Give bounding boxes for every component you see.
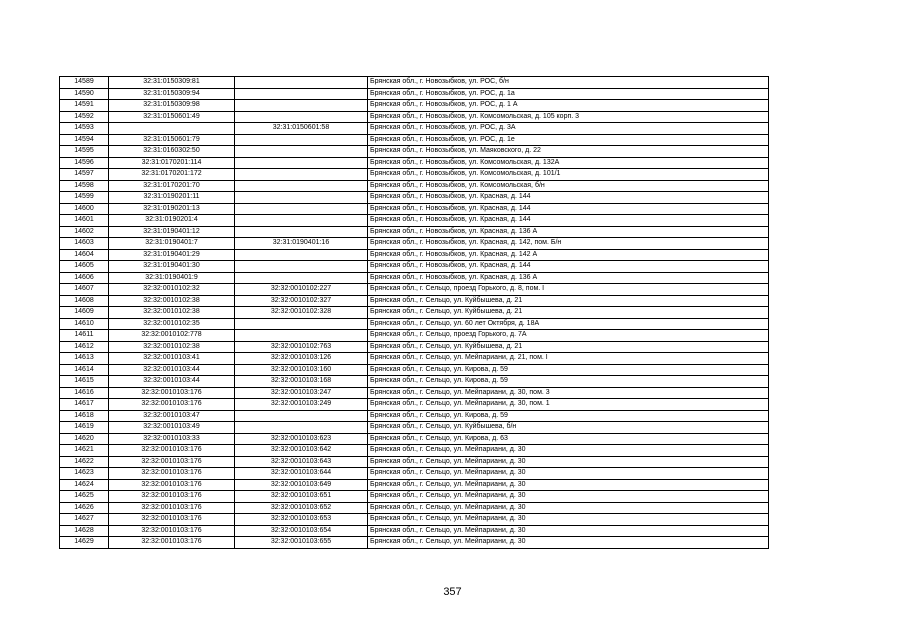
property-table <box>59 76 769 549</box>
cadastral-number-cell: 32:32:0010102:778 <box>109 330 235 342</box>
cadastral-number-cell: 32:32:0010103:176 <box>109 491 235 503</box>
record-number-cell: 14611 <box>60 330 109 342</box>
linked-cadastral-number-cell: 32:31:0190401:16 <box>235 238 368 250</box>
linked-cadastral-number-cell: 32:32:0010103:644 <box>235 468 368 480</box>
cadastral-number-cell: 32:32:0010103:49 <box>109 422 235 434</box>
linked-cadastral-number-cell: 32:32:0010103:168 <box>235 376 368 388</box>
table-row <box>60 479 769 491</box>
linked-cadastral-number-cell: 32:31:0150601:58 <box>235 123 368 135</box>
property-table-body <box>60 77 769 549</box>
address-cell: Брянская обл., г. Сельцо, ул. Мейпариани, д. 30 <box>368 502 769 514</box>
address-cell: Брянская обл., г. Сельцо, ул. Мейпариани, д. 30 <box>368 514 769 526</box>
linked-cadastral-number-cell <box>235 157 368 169</box>
record-number-cell: 14599 <box>60 192 109 204</box>
table-row <box>60 180 769 192</box>
table-row <box>60 422 769 434</box>
address-cell: Брянская обл., г. Новозыбков, ул. Красная, д. 144 <box>368 215 769 227</box>
record-number-cell: 14626 <box>60 502 109 514</box>
record-number-cell: 14629 <box>60 537 109 549</box>
cadastral-number-cell: 32:32:0010102:38 <box>109 307 235 319</box>
linked-cadastral-number-cell <box>235 422 368 434</box>
table-row <box>60 77 769 89</box>
linked-cadastral-number-cell <box>235 88 368 100</box>
linked-cadastral-number-cell: 32:32:0010102:763 <box>235 341 368 353</box>
address-cell: Брянская обл., г. Сельцо, ул. Кирова, д. 59 <box>368 410 769 422</box>
table-row <box>60 376 769 388</box>
address-cell: Брянская обл., г. Новозыбков, ул. РОС, д. 1а <box>368 88 769 100</box>
table-row <box>60 353 769 365</box>
cadastral-number-cell: 32:31:0190201:4 <box>109 215 235 227</box>
cadastral-number-cell: 32:31:0190401:12 <box>109 226 235 238</box>
address-cell: Брянская обл., г. Новозыбков, ул. Комсомольская, д. 105 корп. 3 <box>368 111 769 123</box>
record-number-cell: 14591 <box>60 100 109 112</box>
record-number-cell: 14615 <box>60 376 109 388</box>
record-number-cell: 14593 <box>60 123 109 135</box>
table-row <box>60 215 769 227</box>
table-row <box>60 456 769 468</box>
address-cell: Брянская обл., г. Сельцо, ул. Мейпариани, д. 30 <box>368 456 769 468</box>
record-number-cell: 14628 <box>60 525 109 537</box>
address-cell: Брянская обл., г. Новозыбков, ул. Красная, д. 136 А <box>368 272 769 284</box>
linked-cadastral-number-cell <box>235 226 368 238</box>
address-cell: Брянская обл., г. Новозыбков, ул. РОС, б/н <box>368 77 769 89</box>
record-number-cell: 14592 <box>60 111 109 123</box>
cadastral-number-cell: 32:32:0010103:176 <box>109 525 235 537</box>
record-number-cell: 14620 <box>60 433 109 445</box>
record-number-cell: 14612 <box>60 341 109 353</box>
cadastral-number-cell: 32:31:0170201:114 <box>109 157 235 169</box>
cadastral-number-cell <box>109 123 235 135</box>
table-row <box>60 364 769 376</box>
record-number-cell: 14613 <box>60 353 109 365</box>
cadastral-number-cell: 32:32:0010103:176 <box>109 399 235 411</box>
table-row <box>60 261 769 273</box>
record-number-cell: 14616 <box>60 387 109 399</box>
record-number-cell: 14597 <box>60 169 109 181</box>
address-cell: Брянская обл., г. Сельцо, ул. 60 лет Октября, д. 18А <box>368 318 769 330</box>
cadastral-number-cell: 32:32:0010102:32 <box>109 284 235 296</box>
address-cell: Брянская обл., г. Сельцо, ул. Куйбышева, д. 21 <box>368 307 769 319</box>
table-row <box>60 514 769 526</box>
address-cell: Брянская обл., г. Сельцо, ул. Куйбышева, б/н <box>368 422 769 434</box>
record-number-cell: 14602 <box>60 226 109 238</box>
table-row <box>60 238 769 250</box>
record-number-cell: 14607 <box>60 284 109 296</box>
address-cell: Брянская обл., г. Сельцо, ул. Мейпариани, д. 30, пом. 1 <box>368 399 769 411</box>
cadastral-number-cell: 32:32:0010103:176 <box>109 502 235 514</box>
cadastral-number-cell: 32:31:0150601:49 <box>109 111 235 123</box>
table-row <box>60 111 769 123</box>
cadastral-number-cell: 32:31:0150309:98 <box>109 100 235 112</box>
record-number-cell: 14601 <box>60 215 109 227</box>
record-number-cell: 14589 <box>60 77 109 89</box>
cadastral-number-cell: 32:32:0010103:44 <box>109 376 235 388</box>
table-row <box>60 341 769 353</box>
address-cell: Брянская обл., г. Сельцо, ул. Мейпариани, д. 30 <box>368 445 769 457</box>
address-cell: Брянская обл., г. Сельцо, проезд Горького, д. 7А <box>368 330 769 342</box>
table-row <box>60 249 769 261</box>
table-row <box>60 525 769 537</box>
cadastral-number-cell: 32:31:0170201:172 <box>109 169 235 181</box>
linked-cadastral-number-cell <box>235 203 368 215</box>
record-number-cell: 14622 <box>60 456 109 468</box>
cadastral-number-cell: 32:32:0010103:176 <box>109 387 235 399</box>
linked-cadastral-number-cell <box>235 249 368 261</box>
address-cell: Брянская обл., г. Новозыбков, ул. Красная, д. 144 <box>368 192 769 204</box>
linked-cadastral-number-cell <box>235 261 368 273</box>
linked-cadastral-number-cell: 32:32:0010103:160 <box>235 364 368 376</box>
record-number-cell: 14619 <box>60 422 109 434</box>
table-row <box>60 445 769 457</box>
table-row <box>60 295 769 307</box>
table-row <box>60 410 769 422</box>
record-number-cell: 14603 <box>60 238 109 250</box>
address-cell: Брянская обл., г. Сельцо, ул. Мейпариани, д. 30 <box>368 491 769 503</box>
cadastral-number-cell: 32:31:0160302:50 <box>109 146 235 158</box>
linked-cadastral-number-cell <box>235 180 368 192</box>
record-number-cell: 14618 <box>60 410 109 422</box>
address-cell: Брянская обл., г. Новозыбков, ул. Красная, д. 144 <box>368 203 769 215</box>
address-cell: Брянская обл., г. Сельцо, ул. Мейпариани, д. 30 <box>368 525 769 537</box>
address-cell: Брянская обл., г. Новозыбков, ул. РОС, д. 1е <box>368 134 769 146</box>
linked-cadastral-number-cell <box>235 330 368 342</box>
record-number-cell: 14621 <box>60 445 109 457</box>
table-row <box>60 272 769 284</box>
linked-cadastral-number-cell <box>235 215 368 227</box>
address-cell: Брянская обл., г. Новозыбков, ул. Комсомольская, б/н <box>368 180 769 192</box>
record-number-cell: 14625 <box>60 491 109 503</box>
cadastral-number-cell: 32:31:0190401:30 <box>109 261 235 273</box>
table-row <box>60 100 769 112</box>
address-cell: Брянская обл., г. Новозыбков, ул. Красная, д. 142, пом. Б/н <box>368 238 769 250</box>
cadastral-number-cell: 32:32:0010103:41 <box>109 353 235 365</box>
linked-cadastral-number-cell: 32:32:0010103:642 <box>235 445 368 457</box>
cadastral-number-cell: 32:32:0010103:176 <box>109 445 235 457</box>
cadastral-number-cell: 32:31:0190401:7 <box>109 238 235 250</box>
table-row <box>60 134 769 146</box>
linked-cadastral-number-cell <box>235 410 368 422</box>
cadastral-number-cell: 32:31:0150309:94 <box>109 88 235 100</box>
record-number-cell: 14617 <box>60 399 109 411</box>
address-cell: Брянская обл., г. Новозыбков, ул. Маяковского, д. 22 <box>368 146 769 158</box>
cadastral-number-cell: 32:31:0150309:81 <box>109 77 235 89</box>
address-cell: Брянская обл., г. Сельцо, ул. Кирова, д. 63 <box>368 433 769 445</box>
linked-cadastral-number-cell <box>235 111 368 123</box>
address-cell: Брянская обл., г. Сельцо, ул. Кирова, д. 59 <box>368 364 769 376</box>
cadastral-number-cell: 32:31:0170201:70 <box>109 180 235 192</box>
cadastral-number-cell: 32:32:0010103:176 <box>109 468 235 480</box>
linked-cadastral-number-cell <box>235 100 368 112</box>
address-cell: Брянская обл., г. Сельцо, ул. Мейпариани, д. 30 <box>368 468 769 480</box>
page-number: 357 <box>443 586 462 598</box>
record-number-cell: 14596 <box>60 157 109 169</box>
record-number-cell: 14594 <box>60 134 109 146</box>
record-number-cell: 14590 <box>60 88 109 100</box>
cadastral-number-cell: 32:31:0190201:11 <box>109 192 235 204</box>
record-number-cell: 14610 <box>60 318 109 330</box>
record-number-cell: 14624 <box>60 479 109 491</box>
cadastral-number-cell: 32:32:0010103:176 <box>109 514 235 526</box>
linked-cadastral-number-cell: 32:32:0010102:227 <box>235 284 368 296</box>
cadastral-number-cell: 32:32:0010103:44 <box>109 364 235 376</box>
table-row <box>60 226 769 238</box>
linked-cadastral-number-cell <box>235 146 368 158</box>
cadastral-number-cell: 32:32:0010103:176 <box>109 537 235 549</box>
table-row <box>60 203 769 215</box>
linked-cadastral-number-cell: 32:32:0010102:328 <box>235 307 368 319</box>
table-row <box>60 88 769 100</box>
cadastral-number-cell: 32:32:0010103:176 <box>109 479 235 491</box>
record-number-cell: 14600 <box>60 203 109 215</box>
table-row <box>60 387 769 399</box>
linked-cadastral-number-cell: 32:32:0010102:327 <box>235 295 368 307</box>
cadastral-number-cell: 32:31:0190401:9 <box>109 272 235 284</box>
table-row <box>60 468 769 480</box>
linked-cadastral-number-cell: 32:32:0010103:247 <box>235 387 368 399</box>
address-cell: Брянская обл., г. Новозыбков, ул. РОС, д. 3А <box>368 123 769 135</box>
cadastral-number-cell: 32:31:0150601:79 <box>109 134 235 146</box>
linked-cadastral-number-cell <box>235 272 368 284</box>
table-row <box>60 318 769 330</box>
table-row <box>60 433 769 445</box>
linked-cadastral-number-cell: 32:32:0010103:643 <box>235 456 368 468</box>
cadastral-number-cell: 32:32:0010103:47 <box>109 410 235 422</box>
record-number-cell: 14623 <box>60 468 109 480</box>
table-row <box>60 537 769 549</box>
linked-cadastral-number-cell: 32:32:0010103:249 <box>235 399 368 411</box>
address-cell: Брянская обл., г. Сельцо, ул. Мейпариани, д. 30, пом. 3 <box>368 387 769 399</box>
address-cell: Брянская обл., г. Новозыбков, ул. Красная, д. 142 А <box>368 249 769 261</box>
address-cell: Брянская обл., г. Новозыбков, ул. Красная, д. 144 <box>368 261 769 273</box>
linked-cadastral-number-cell <box>235 192 368 204</box>
table-row <box>60 146 769 158</box>
linked-cadastral-number-cell: 32:32:0010103:649 <box>235 479 368 491</box>
table-row <box>60 123 769 135</box>
address-cell: Брянская обл., г. Сельцо, проезд Горького, д. 8, пом. I <box>368 284 769 296</box>
address-cell: Брянская обл., г. Новозыбков, ул. Комсомольская, д. 132А <box>368 157 769 169</box>
record-number-cell: 14609 <box>60 307 109 319</box>
linked-cadastral-number-cell <box>235 77 368 89</box>
cadastral-number-cell: 32:32:0010102:35 <box>109 318 235 330</box>
cadastral-number-cell: 32:32:0010103:176 <box>109 456 235 468</box>
linked-cadastral-number-cell <box>235 318 368 330</box>
record-number-cell: 14598 <box>60 180 109 192</box>
linked-cadastral-number-cell: 32:32:0010103:126 <box>235 353 368 365</box>
record-number-cell: 14608 <box>60 295 109 307</box>
record-number-cell: 14606 <box>60 272 109 284</box>
linked-cadastral-number-cell: 32:32:0010103:623 <box>235 433 368 445</box>
address-cell: Брянская обл., г. Сельцо, ул. Мейпариани, д. 30 <box>368 479 769 491</box>
linked-cadastral-number-cell <box>235 169 368 181</box>
address-cell: Брянская обл., г. Сельцо, ул. Куйбышева, д. 21 <box>368 295 769 307</box>
cadastral-number-cell: 32:32:0010102:38 <box>109 341 235 353</box>
address-cell: Брянская обл., г. Новозыбков, ул. Красная, д. 136 А <box>368 226 769 238</box>
address-cell: Брянская обл., г. Новозыбков, ул. Комсомольская, д. 101/1 <box>368 169 769 181</box>
address-cell: Брянская обл., г. Новозыбков, ул. РОС, д. 1 А <box>368 100 769 112</box>
linked-cadastral-number-cell <box>235 134 368 146</box>
record-number-cell: 14604 <box>60 249 109 261</box>
record-number-cell: 14627 <box>60 514 109 526</box>
table-row <box>60 192 769 204</box>
linked-cadastral-number-cell: 32:32:0010103:651 <box>235 491 368 503</box>
table-row <box>60 307 769 319</box>
table-row <box>60 330 769 342</box>
linked-cadastral-number-cell: 32:32:0010103:652 <box>235 502 368 514</box>
address-cell: Брянская обл., г. Сельцо, ул. Куйбышева, д. 21 <box>368 341 769 353</box>
linked-cadastral-number-cell: 32:32:0010103:654 <box>235 525 368 537</box>
table-row <box>60 399 769 411</box>
table-row <box>60 491 769 503</box>
linked-cadastral-number-cell: 32:32:0010103:653 <box>235 514 368 526</box>
address-cell: Брянская обл., г. Сельцо, ул. Кирова, д. 59 <box>368 376 769 388</box>
cadastral-number-cell: 32:32:0010102:38 <box>109 295 235 307</box>
cadastral-number-cell: 32:32:0010103:33 <box>109 433 235 445</box>
table-row <box>60 157 769 169</box>
cadastral-number-cell: 32:31:0190201:13 <box>109 203 235 215</box>
record-number-cell: 14595 <box>60 146 109 158</box>
table-row <box>60 502 769 514</box>
record-number-cell: 14605 <box>60 261 109 273</box>
address-cell: Брянская обл., г. Сельцо, ул. Мейпариани, д. 30 <box>368 537 769 549</box>
address-cell: Брянская обл., г. Сельцо, ул. Мейпариани, д. 21, пом. I <box>368 353 769 365</box>
record-number-cell: 14614 <box>60 364 109 376</box>
linked-cadastral-number-cell: 32:32:0010103:655 <box>235 537 368 549</box>
table-row <box>60 169 769 181</box>
cadastral-number-cell: 32:31:0190401:29 <box>109 249 235 261</box>
table-row <box>60 284 769 296</box>
